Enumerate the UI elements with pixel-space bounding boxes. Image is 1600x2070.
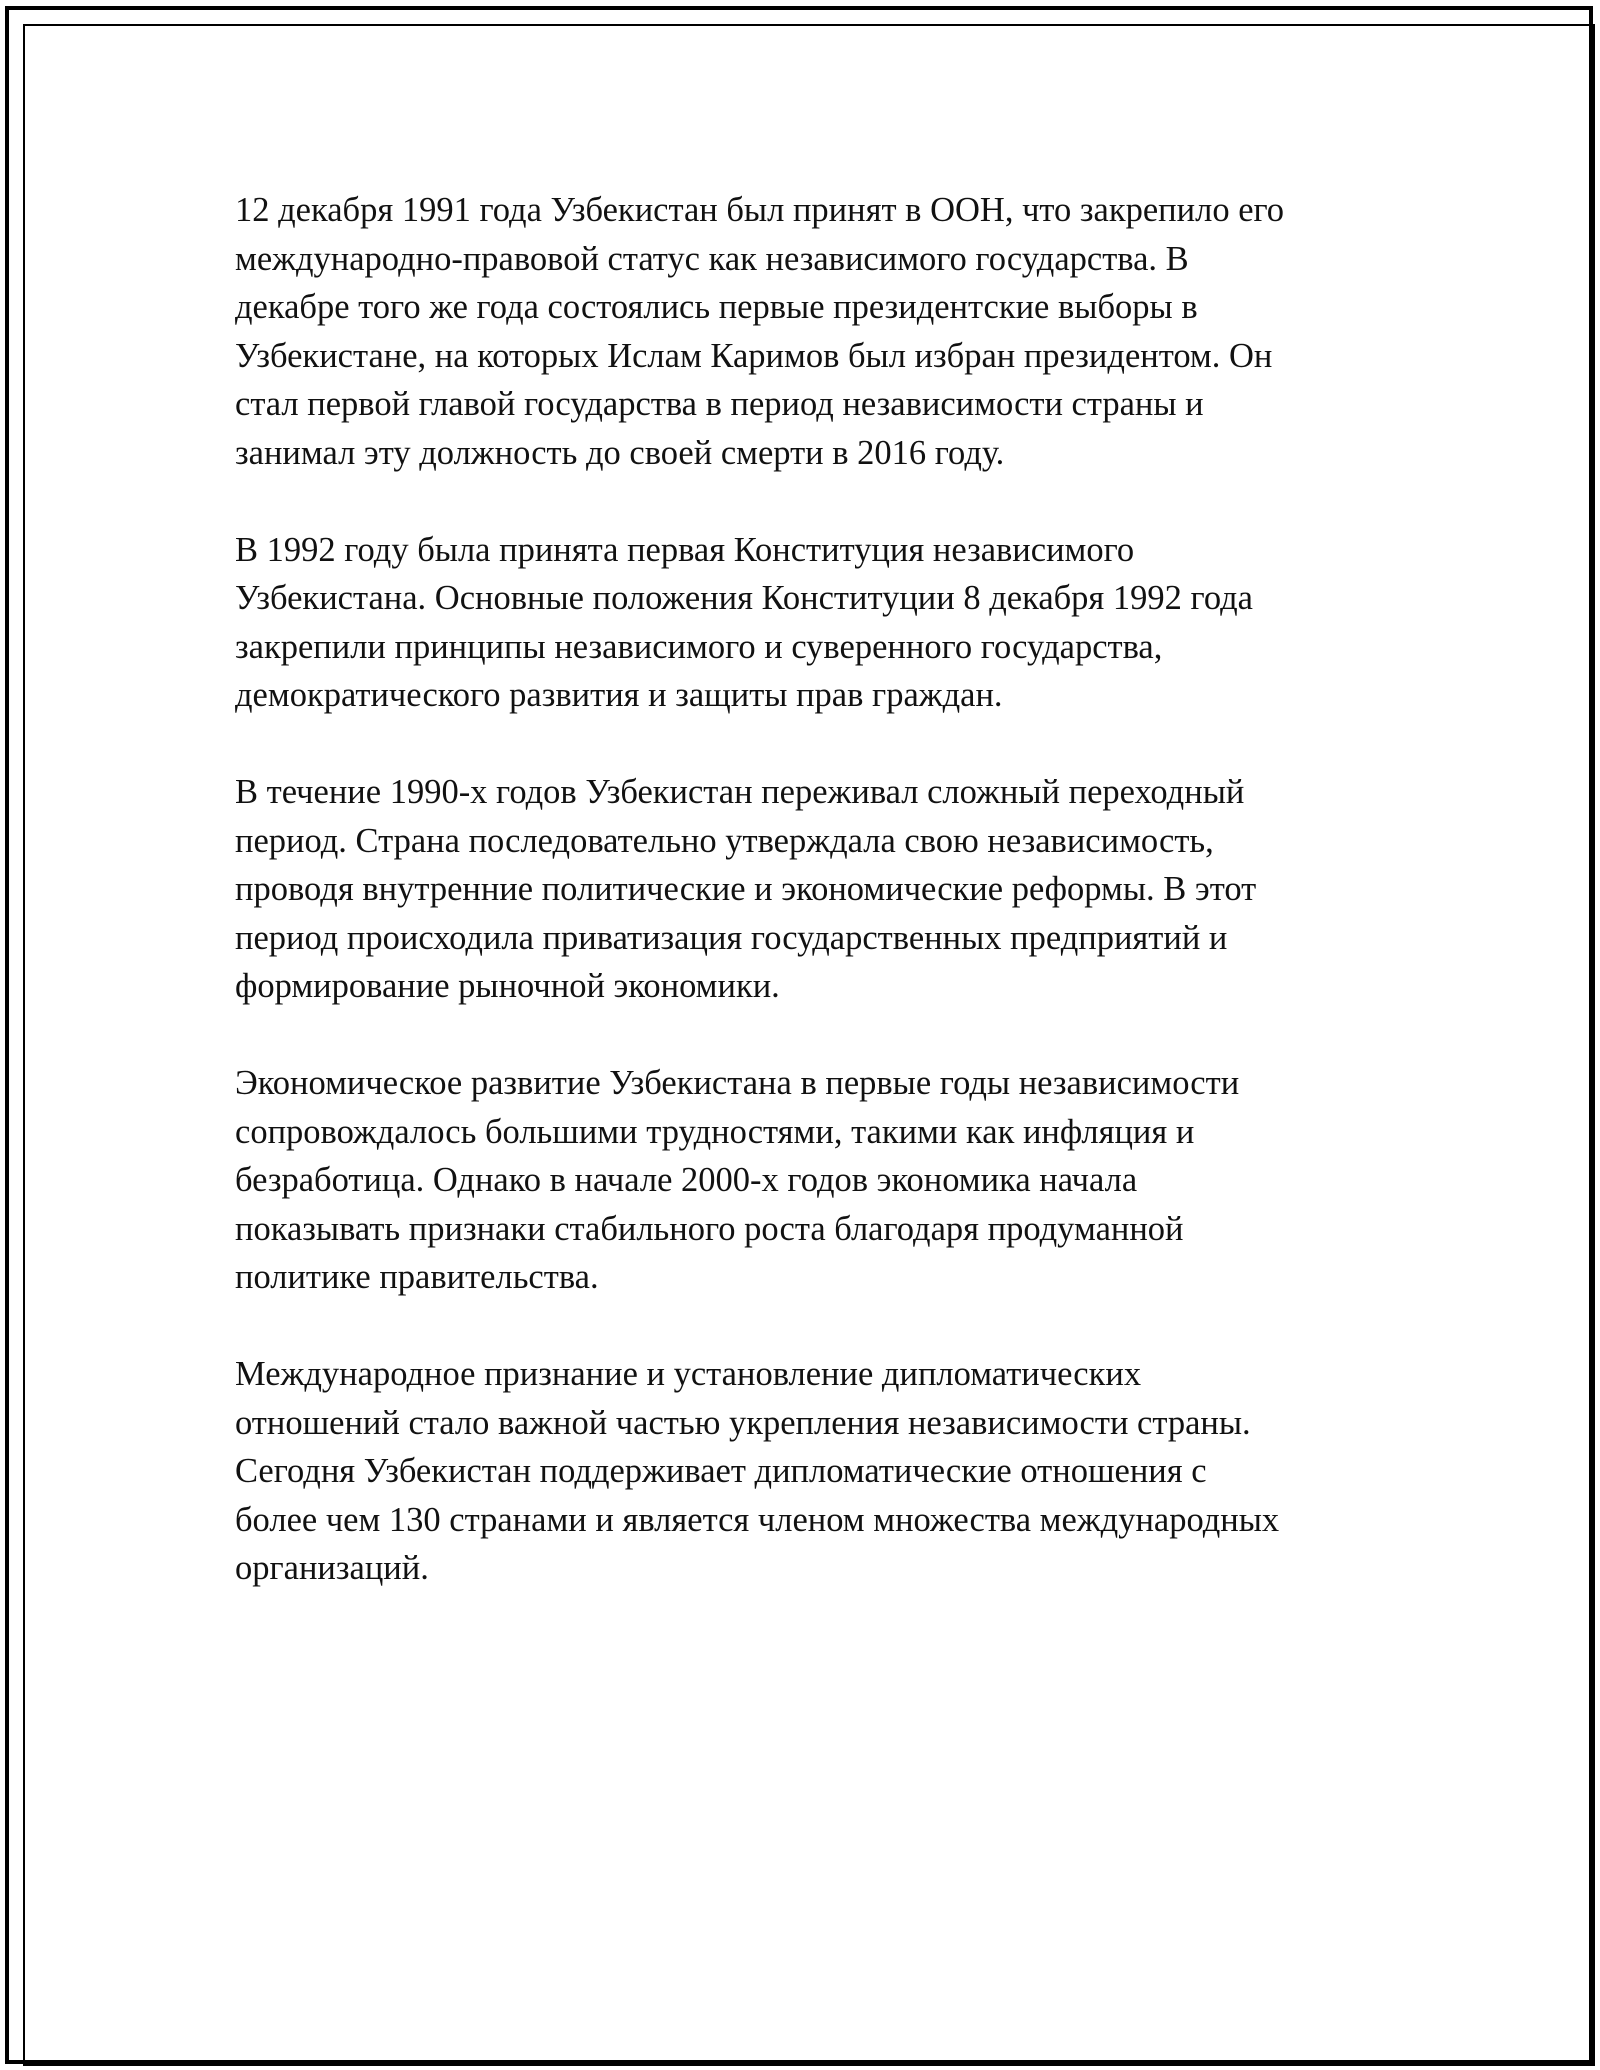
paragraph-un-admission: 12 декабря 1991 года Узбекистан был принят в ООН, что закрепило его международно-правовой статус как независимого государства. В декабре того же года состоялись первые президентские выборы в Узбекистане, на которых Ислам Каримов был избран президентом. Он стал первой главой государства в период независимости страны и занимал эту должность до своей смерти в 2016 году. (235, 191, 1285, 472)
paragraph-international-recognition: Международное признание и установление дипломатических отношений стало важной частью укрепления независимости страны. Сегодня Узбекистан поддерживает дипломатические отношения с более чем 130 странами и является членом множества международных организаций. (235, 1355, 1280, 1587)
paragraph-constitution: В 1992 году была принята первая Конституция независимого Узбекистана. Основные положения Конституции 8 декабря 1992 года закрепили принципы независимого и суверенного государства, демократического развития и защиты прав граждан. (235, 530, 1253, 714)
paragraph-transition-period: В течение 1990-х годов Узбекистан переживал сложный переходный период. Страна последовательно утверждала свою независимость, проводя внутренние политические и экономические реформы. В этот период происходила приватизация государственных предприятий и формирование рыночной экономики. (235, 773, 1257, 1005)
document-body (235, 186, 1375, 1641)
paragraph-economic-development: Экономическое развитие Узбекистана в первые годы независимости сопровождалось большими трудностями, такими как инфляция и безработица. Однако в начале 2000-х годов экономика начала показывать признаки стабильного роста благодаря продуманной политике правительства. (235, 1064, 1240, 1296)
